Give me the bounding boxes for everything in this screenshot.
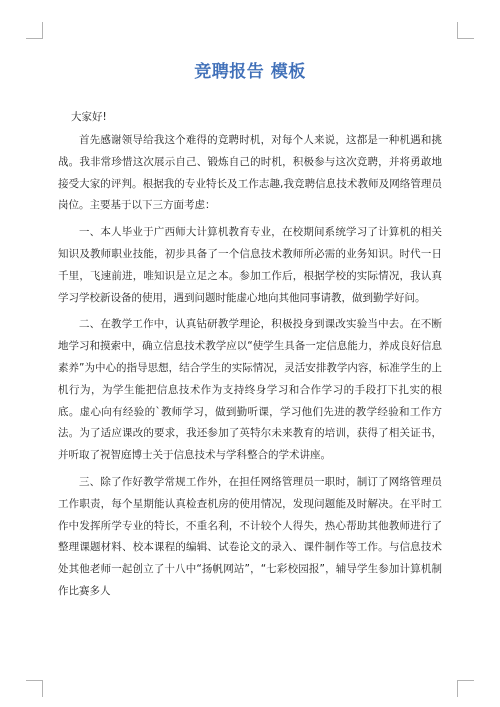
crop-mark-top-right [457,22,474,39]
document-title: 竞聘报告 模板 [194,62,306,82]
greeting: 大家好! [71,111,107,123]
paragraph-point-one: 一、本人毕业于广西师大计算机教育专业，在校期间系统学习了计算机的相关知识及教师职业技能，初步具备了一个信息技术教师所必需的业务知识。时代一日千里，飞速前进，唯知识是立足之本。参加工作后，根据学校的实际情况，我认真学习学校新设备的使用，遇到问题时能虚心地向其他同事请教，做到勤学好问。 [58,226,442,304]
paragraph-point-three: 三、除了作好教学常规工作外，在担任网络管理员一职时，制订了网络管理员工作职责，每个星期能认真检查机房的使用情况，发现问题能及时解决。在平时工作中发挥所学专业的特长，不重名利，不计较个人得失，热心帮助其他教师进行了整理课题材料、校本课程的编辑、试卷论文的录入、课件制作等工作。与信息技术处其他老师一起创立了十八中“扬帆网站”，“七彩校园报”，辅导学生参加计算机制作比赛多人 [58,475,442,597]
document-page [58,60,442,608]
crop-mark-bottom-left [26,680,43,697]
crop-mark-top-left [26,22,43,39]
paragraph-point-two: 二、在教学工作中，认真钻研教学理论，积极投身到课改实验当中去。在不断地学习和摸索中，确立信息技术教学应以“使学生具备一定信息能力，养成良好信息素养”为中心的指导思想，结合学生的实际情况，灵活安排教学内容，标准学生的上机行为，为学生能把信息技术作为支持终身学习和合作学习的手段打下扎实的根底。虚心向有经验的`教师学习，做到勤听课，学习他们先进的教学经验和工作方法。为了适应课改的要求，我还参加了英特尔未来教育的培训，获得了相关证书，并听取了祝智庭博士关于信息技术与学科整合的学术讲座。 [58,318,442,462]
crop-mark-bottom-right [457,680,474,697]
paragraph-intro: 首先感谢领导给我这个难得的竞聘时机，对每个人来说，这都是一种机遇和挑战。我非常珍惜这次展示自己、锻炼自己的时机，积极参与这次竞聘，并将勇敢地接受大家的评判。根据我的专业特长及工作志趣,我竞聘信息技术教师及网络管理员岗位。主要基于以下三方面考虑： [58,134,442,212]
